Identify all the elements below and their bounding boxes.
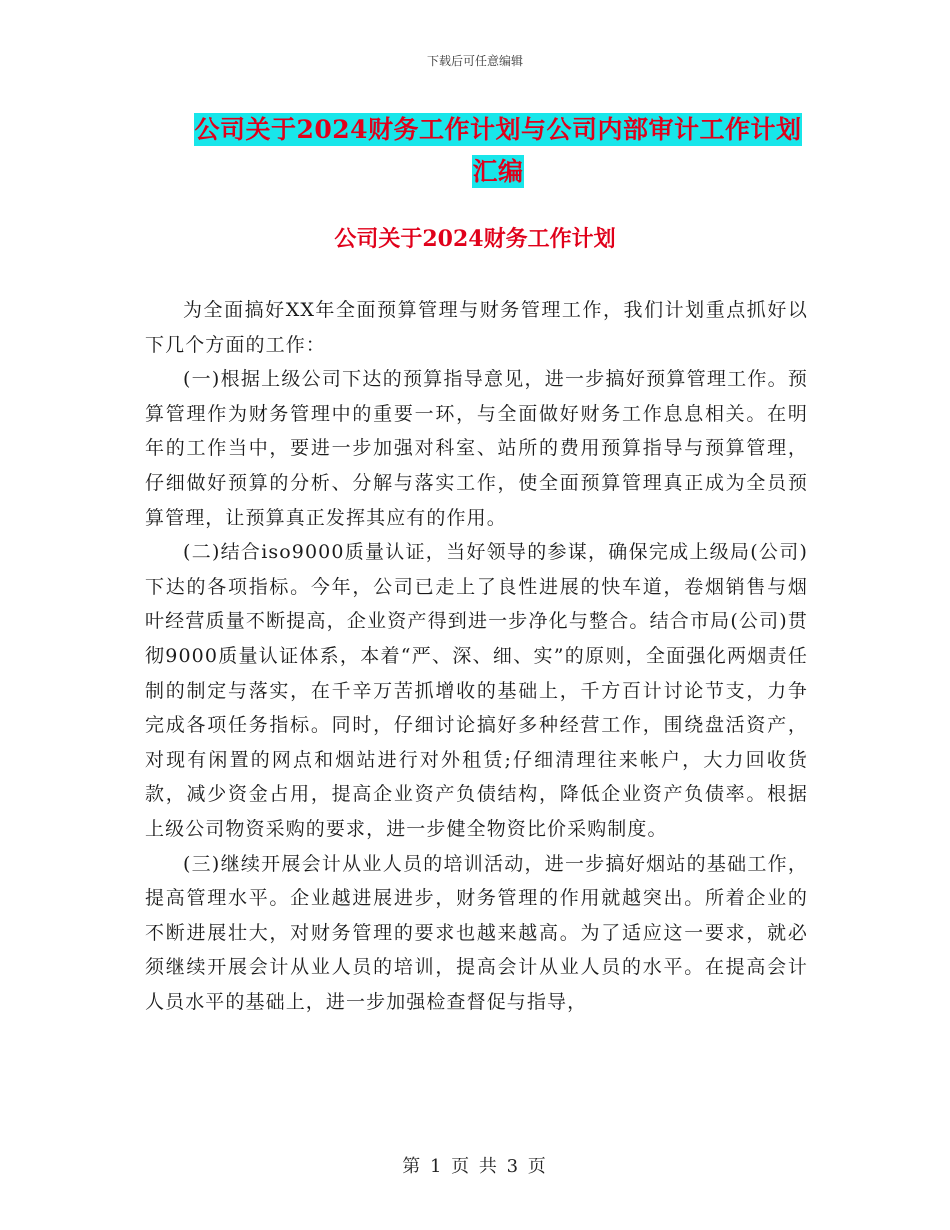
section-title: 公司关于2024财务工作计划	[334, 226, 616, 252]
main-title-line-1	[186, 113, 810, 147]
main-title-line-2	[186, 155, 810, 189]
paragraph-intro: 为全面搞好XX年全面预算管理与财务管理工作，我们计划重点抓好以下几个方面的工作：	[145, 299, 808, 356]
body-text	[145, 293, 808, 1019]
main-title-text-2: 汇编	[472, 157, 524, 186]
page-footer: 第 1 页 共 3 页	[402, 1156, 548, 1177]
main-title-text-1: 公司关于2024财务工作计划与公司内部审计工作计划	[194, 115, 802, 144]
header-note: 下载后可任意编辑	[426, 54, 523, 68]
paragraph-2: (二)结合iso9000质量认证，当好领导的参谋，确保完成上级局(公司)下达的各项指标。今年，公司已走上了良性进展的快车道，卷烟销售与烟叶经营质量不断提高，企业资产得到进一步净化与整合。结合市局(公司)贯彻9000质量认证体系，本着“严、深、细、实”的原则，全面强化两烟责任制的制定与落实，在千辛万苦抓增收的基础上，千方百计讨论节支，力争完成各项任务指标。同时，仔细讨论搞好多种经营工作，围绕盘活资产，对现有闲置的网点和烟站进行对外租赁;仔细清理往来帐户，大力回收货款，减少资金占用，提高企业资产负债结构，降低企业资产负债率。根据上级公司物资采购的要求，进一步健全物资比价采购制度。	[145, 541, 808, 840]
paragraph-1: (一)根据上级公司下达的预算指导意见，进一步搞好预算管理工作。预算管理作为财务管理中的重要一环，与全面做好财务工作息息相关。在明年的工作当中，要进一步加强对科室、站所的费用预算指导与预算管理，仔细做好预算的分析、分解与落实工作，使全面预算管理真正成为全员预算管理，让预算真正发挥其应有的作用。	[145, 368, 808, 529]
paragraph-3: (三)继续开展会计从业人员的培训活动，进一步搞好烟站的基础工作，提高管理水平。企业越进展进步，财务管理的作用就越突出。所着企业的不断进展壮大，对财务管理的要求也越来越高。为了适应这一要求，就必须继续开展会计从业人员的培训，提高会计从业人员的水平。在提高会计人员水平的基础上，进一步加强检查督促与指导，	[145, 852, 808, 1013]
